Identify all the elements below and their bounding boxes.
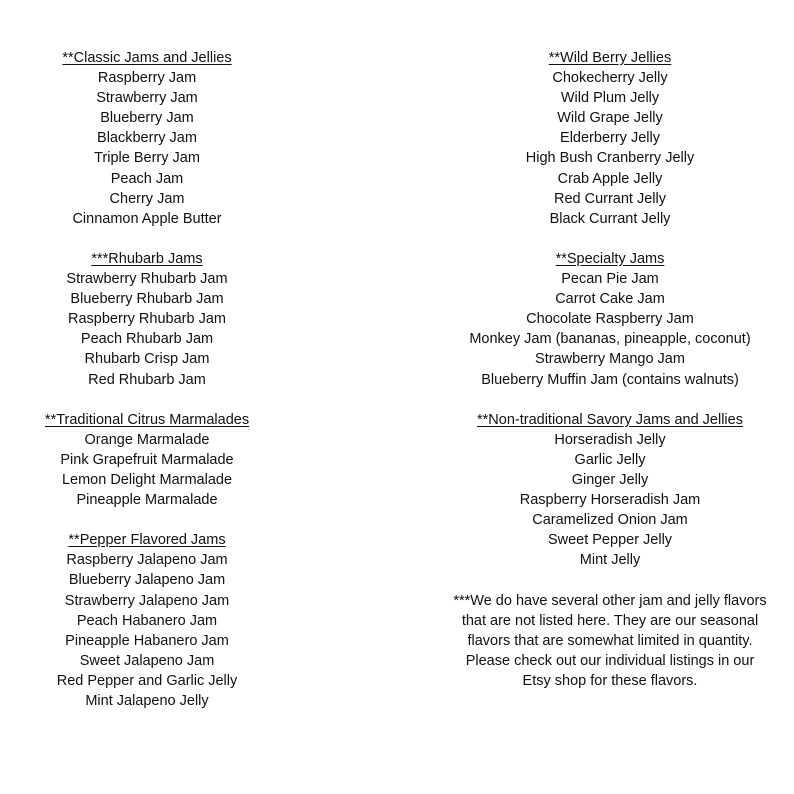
right-column (420, 48, 794, 691)
flavor-item: Elderberry Jelly (560, 130, 660, 147)
flavor-item: Cinnamon Apple Butter (72, 210, 222, 227)
note-line: that are not listed here. They are our seasonal (461, 612, 759, 629)
flavor-item: Crab Apple Jelly (557, 170, 663, 187)
flavor-item: Raspberry Horseradish Jam (519, 492, 701, 509)
section-title: ***Rhubarb Jams (91, 250, 203, 267)
flavor-item: Ginger Jelly (571, 471, 649, 488)
flavor-item: Raspberry Rhubarb Jam (68, 311, 226, 328)
flavor-item: Chocolate Raspberry Jam (526, 311, 694, 328)
section-title: **Pepper Flavored Jams (68, 532, 226, 549)
flavor-item: Pineapple Habanero Jam (65, 632, 229, 649)
note-line: Please check out our individual listings in our (465, 652, 755, 669)
flavor-item: Strawberry Rhubarb Jam (66, 271, 228, 288)
flavor-item: Carrot Cake Jam (555, 291, 665, 308)
section-title: **Classic Jams and Jellies (62, 50, 232, 66)
section-wild-berry-jellies (420, 48, 794, 229)
section-title: **Traditional Citrus Marmalades (44, 411, 250, 428)
flavor-item: Blueberry Muffin Jam (contains walnuts) (481, 371, 739, 388)
flavor-item: Blackberry Jam (97, 130, 197, 147)
flavor-item: Black Currant Jelly (549, 210, 671, 227)
flavor-item: Garlic Jelly (574, 451, 646, 468)
flavor-item: Blueberry Jalapeno Jam (68, 572, 226, 589)
section-pepper-flavored-jams (22, 530, 272, 711)
flavor-item: Red Rhubarb Jam (88, 371, 206, 388)
section-traditional-citrus-marmalades (22, 410, 272, 510)
flavor-item: Cherry Jam (109, 190, 185, 207)
section-rhubarb-jams (22, 249, 272, 390)
flavor-item: Pineapple Marmalade (76, 492, 218, 509)
flavor-item: Mint Jalapeno Jelly (85, 693, 209, 709)
flavor-item: Raspberry Jam (97, 70, 197, 87)
flavor-item: Pecan Pie Jam (561, 271, 659, 288)
flavor-item: Red Currant Jelly (553, 190, 666, 207)
flavor-item: High Bush Cranberry Jelly (525, 150, 695, 167)
flavor-item: Caramelized Onion Jam (532, 512, 688, 529)
flavor-item: Rhubarb Crisp Jam (84, 351, 210, 368)
note-line: Etsy shop for these flavors. (522, 672, 698, 689)
flavor-item: Strawberry Jam (96, 90, 198, 107)
flavor-item: Strawberry Mango Jam (535, 351, 685, 368)
section-title: **Specialty Jams (555, 250, 665, 267)
flavor-item: Raspberry Jalapeno Jam (66, 552, 228, 569)
note-line: flavors that are somewhat limited in quantity. (467, 632, 753, 649)
section-specialty-jams (420, 249, 794, 390)
flavor-item: Peach Rhubarb Jam (80, 331, 214, 348)
flavor-item: Wild Grape Jelly (557, 110, 663, 127)
flavor-item: Peach Habanero Jam (76, 612, 218, 629)
flavor-item: Peach Jam (110, 170, 184, 187)
flavor-item: Triple Berry Jam (94, 150, 200, 167)
flavor-item: Orange Marmalade (84, 431, 210, 448)
left-column (22, 48, 272, 731)
flavor-item: Sweet Jalapeno Jam (79, 652, 215, 669)
flavor-item: Sweet Pepper Jelly (547, 532, 673, 549)
flavor-item: Blueberry Rhubarb Jam (70, 291, 224, 308)
flavor-item: Strawberry Jalapeno Jam (64, 592, 230, 609)
flavor-item: Pink Grapefruit Marmalade (60, 451, 234, 468)
section-title: **Wild Berry Jellies (548, 50, 672, 66)
seasonal-flavors-note (420, 591, 794, 691)
flavor-item: Mint Jelly (579, 552, 641, 569)
section-title: **Non-traditional Savory Jams and Jellies (477, 411, 743, 428)
flavor-item: Monkey Jam (bananas, pineapple, coconut) (469, 331, 751, 348)
section-classic-jams-and-jellies (22, 48, 272, 229)
flavor-item: Chokecherry Jelly (552, 70, 668, 87)
flavor-item: Blueberry Jam (100, 110, 194, 127)
flavor-item: Wild Plum Jelly (560, 90, 660, 107)
flavor-item: Lemon Delight Marmalade (61, 471, 233, 488)
section-non-traditional-savory-jams-and-jellies (420, 410, 794, 571)
flavor-item: Red Pepper and Garlic Jelly (56, 672, 238, 689)
flavor-item: Horseradish Jelly (554, 431, 666, 448)
note-line: ***We do have several other jam and jelly flavors (453, 592, 767, 609)
